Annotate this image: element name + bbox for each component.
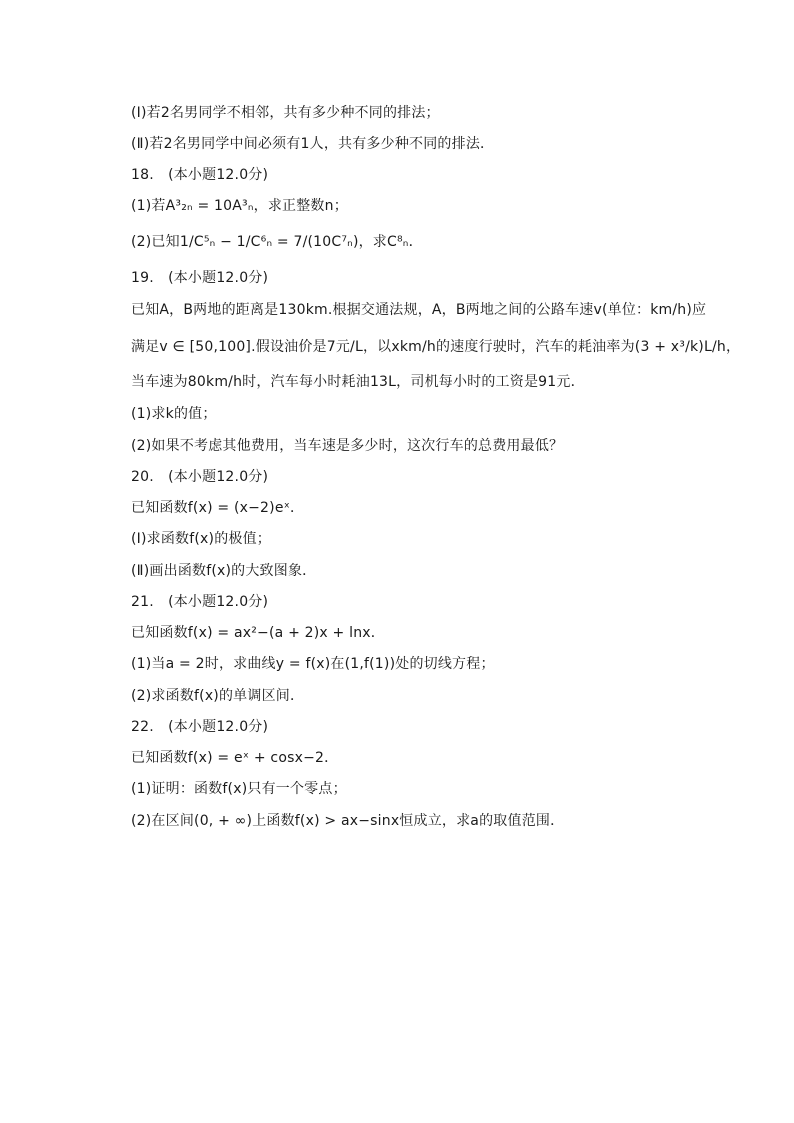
q20-part2: (Ⅱ)画出函数f(x)的大致图象． bbox=[131, 563, 317, 579]
q22-part2: (2)在区间(0, + ∞)上函数f(x) > ax−sinx恒成立，求a的取值范围． bbox=[131, 813, 565, 829]
q18-part2: (2)已知1/C⁵ₙ − 1/C⁶ₙ = 7/(10C⁷ₙ)，求C⁸ₙ． bbox=[131, 234, 423, 250]
q21-part2: (2)求函数f(x)的单调区间． bbox=[131, 688, 305, 704]
q21-heading: 21. (本小题12.0分) bbox=[131, 594, 269, 610]
q22-heading: 22. (本小题12.0分) bbox=[131, 719, 269, 735]
q19-part2: (2)如果不考虑其他费用，当车速是多少时，这次行车的总费用最低？ bbox=[131, 438, 564, 454]
q20-heading: 20. (本小题12.0分) bbox=[131, 469, 269, 485]
q18-part1: (1)若A³₂ₙ = 10A³ₙ，求正整数n； bbox=[131, 198, 348, 214]
q19-part1: (1)求k的值； bbox=[131, 406, 217, 422]
q18-heading: 18. (本小题12.0分) bbox=[131, 167, 269, 183]
q21-part1: (1)当a = 2时，求曲线y = f(x)在(1,f(1))处的切线方程； bbox=[131, 656, 495, 672]
q22-text: 已知函数f(x) = eˣ + cosx−2． bbox=[131, 750, 339, 766]
q19-text-2: 满足v ∈ [50,100].假设油价是7元/L，以xkm/h的速度行驶时，汽车的耗油率为(3 + x³/k)L/h， bbox=[131, 339, 741, 355]
q19-text-1: 已知A，B两地的距离是130km.根据交通法规，A，B两地之间的公路车速v(单位：km/h)应 bbox=[131, 302, 707, 318]
q22-part1: (1)证明：函数f(x)只有一个零点； bbox=[131, 781, 347, 797]
q17-part1: (Ⅰ)若2名男同学不相邻，共有多少种不同的排法； bbox=[131, 105, 440, 121]
q19-heading: 19. (本小题12.0分) bbox=[131, 270, 269, 286]
q19-text-3: 当车速为80km/h时，汽车每小时耗油13L，司机每小时的工资是91元． bbox=[131, 374, 585, 390]
q21-text: 已知函数f(x) = ax²−(a + 2)x + lnx． bbox=[131, 625, 385, 641]
q20-part1: (Ⅰ)求函数f(x)的极值； bbox=[131, 531, 271, 547]
q17-part2: (Ⅱ)若2名男同学中间必须有1人，共有多少种不同的排法． bbox=[131, 136, 495, 152]
q20-text: 已知函数f(x) = (x−2)eˣ． bbox=[131, 500, 305, 516]
